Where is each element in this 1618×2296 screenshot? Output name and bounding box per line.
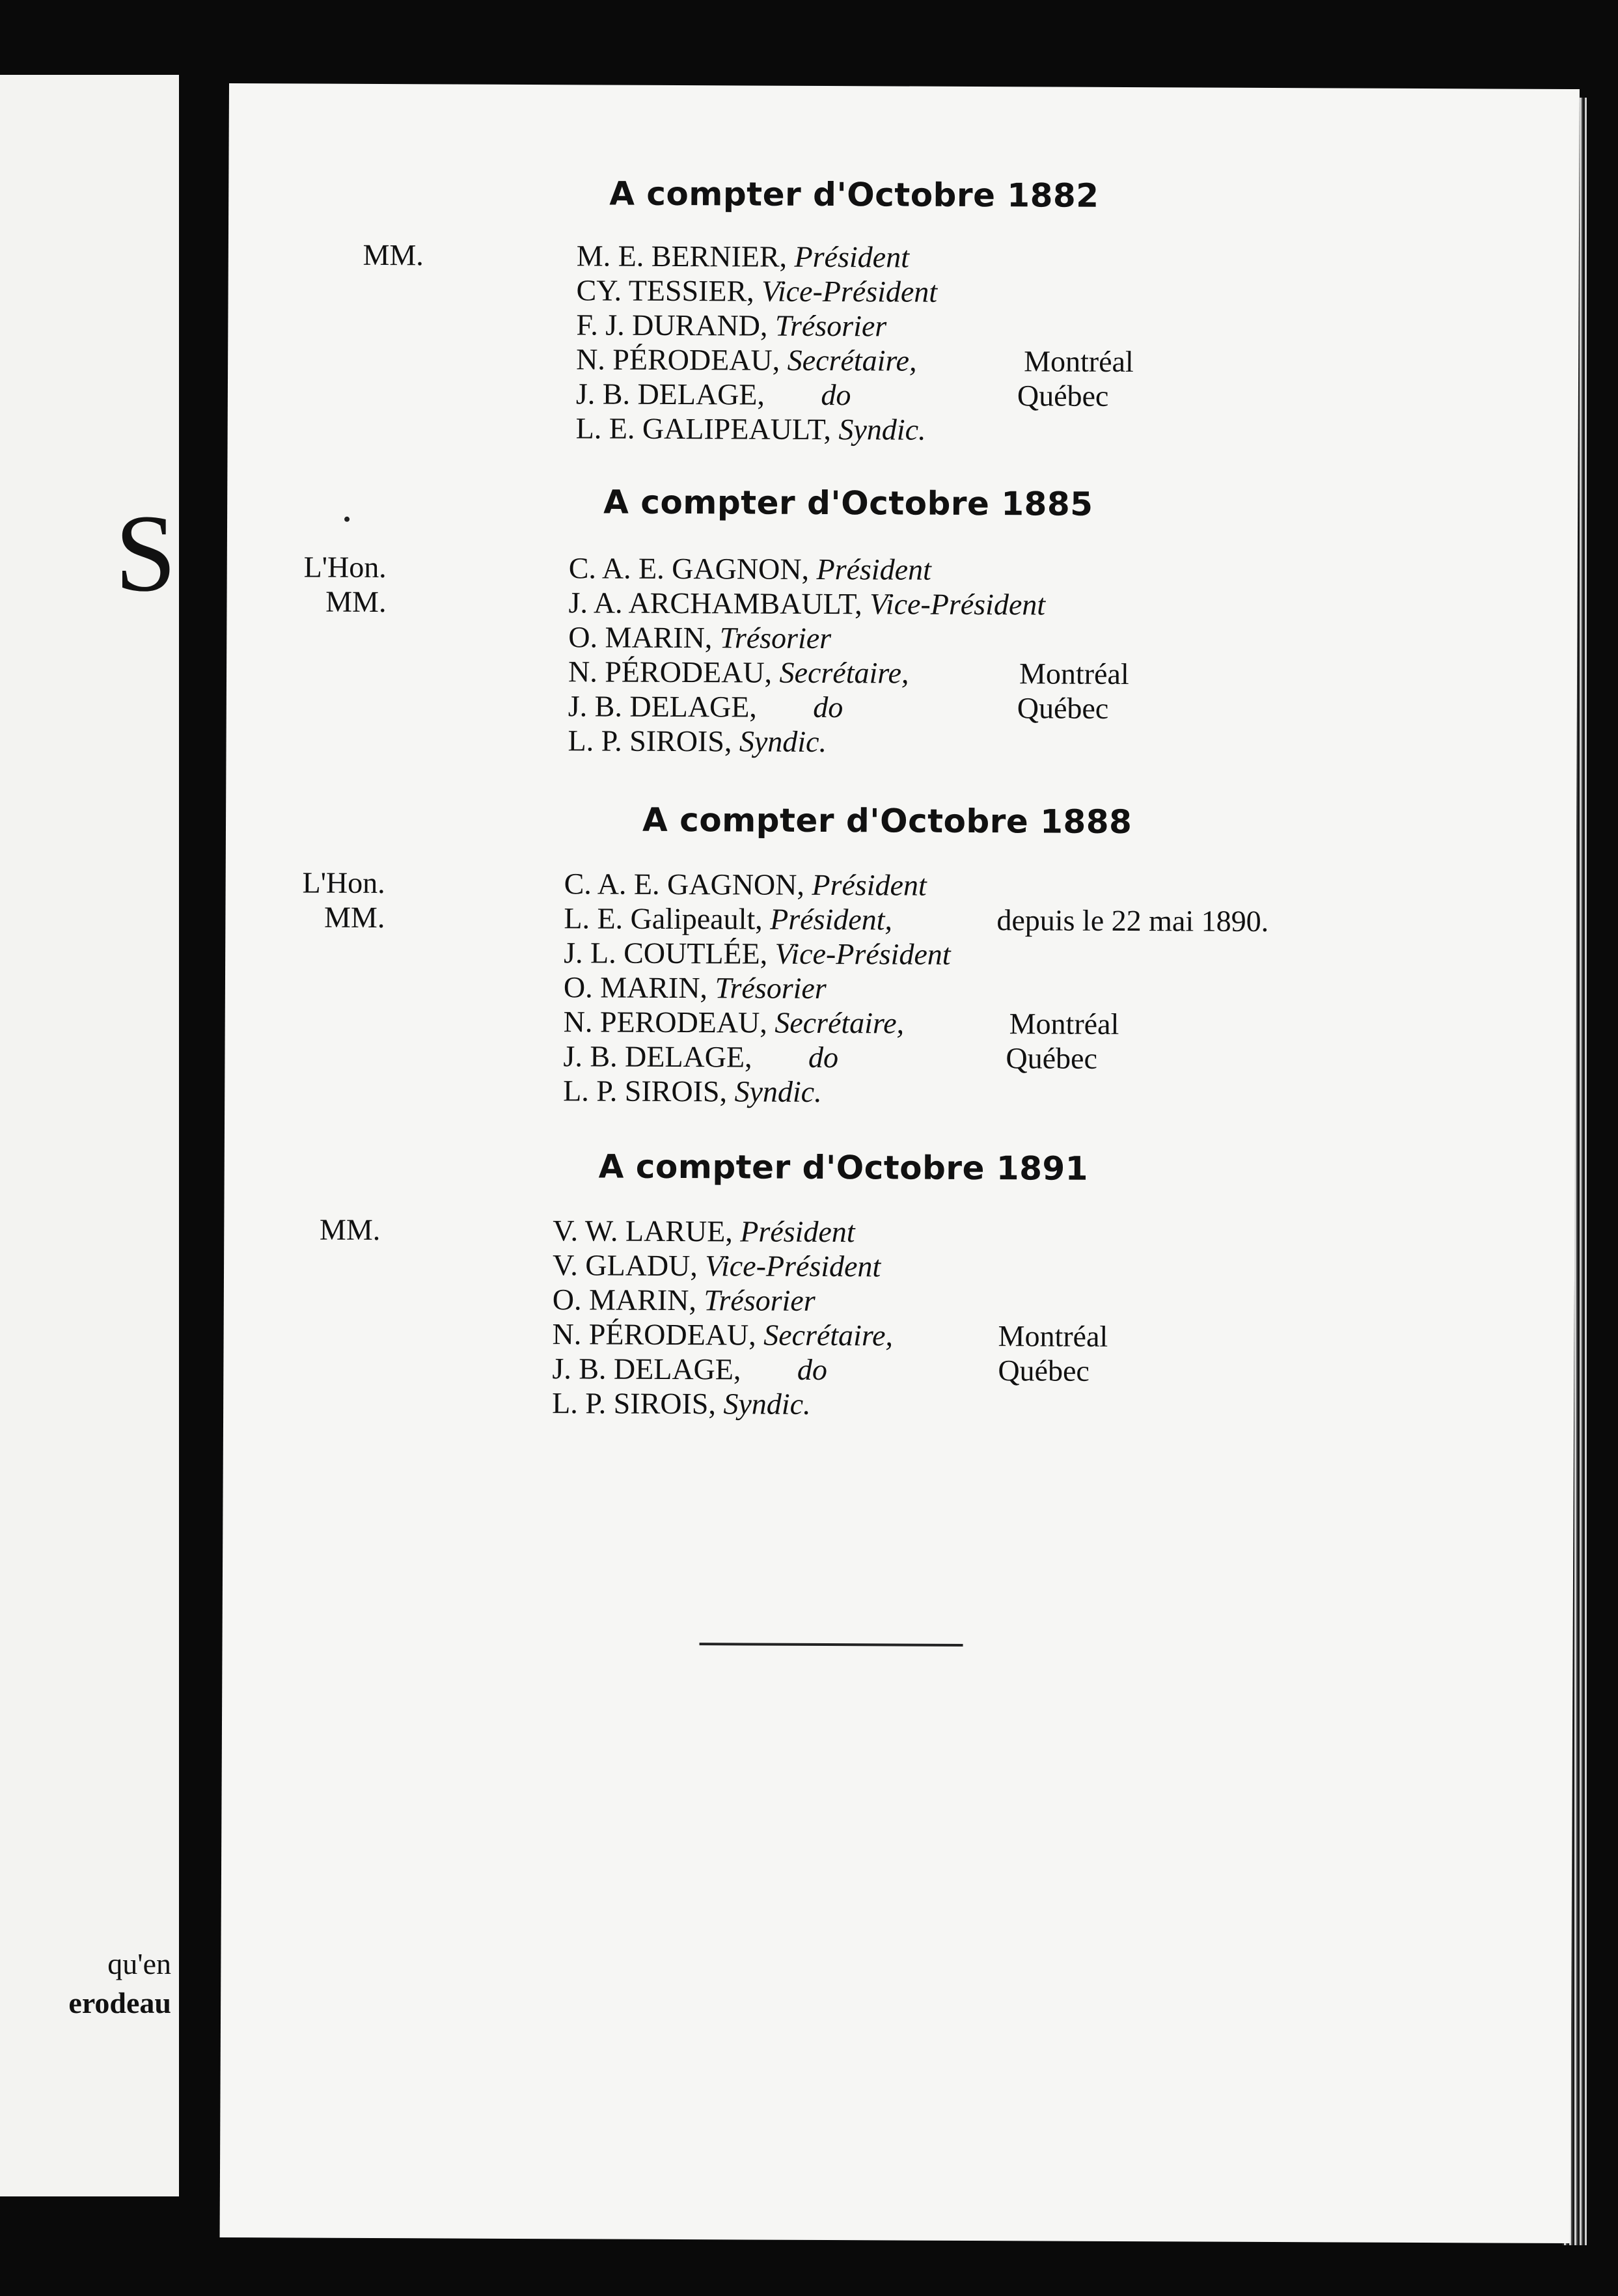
officer-row bbox=[552, 1354, 827, 1385]
officer-name: O. MARIN, bbox=[552, 1283, 697, 1317]
officer-title bbox=[287, 274, 424, 275]
officer-row bbox=[577, 241, 909, 272]
officer-name: V. GLADU, bbox=[552, 1248, 698, 1283]
officer-row bbox=[569, 553, 931, 584]
officer-title bbox=[249, 724, 386, 725]
officer-row bbox=[552, 1388, 811, 1419]
officer-role: Président bbox=[812, 868, 927, 902]
officer-place: Montréal bbox=[998, 1319, 1108, 1353]
section-heading: A compter d'Octobre 1882 bbox=[609, 174, 1099, 215]
officer-place: Québec bbox=[1006, 1041, 1098, 1075]
section-heading: A compter d'Octobre 1885 bbox=[603, 483, 1093, 523]
officer-row bbox=[553, 1216, 855, 1247]
officer-name: L. E. GALIPEAULT, bbox=[575, 411, 832, 446]
officer-name: L. P. SIROIS, bbox=[563, 1074, 728, 1108]
officer-title: MM. bbox=[325, 584, 387, 619]
officer-title: MM. bbox=[363, 238, 424, 272]
officer-role: Président bbox=[740, 1214, 855, 1249]
officer-name: J. B. DELAGE, bbox=[552, 1352, 741, 1386]
section-divider-rule bbox=[700, 1643, 963, 1647]
ink-speck bbox=[344, 517, 350, 522]
officer-role: Vice-Président bbox=[775, 936, 951, 971]
page bbox=[220, 83, 1580, 2243]
officer-row bbox=[563, 1041, 838, 1073]
officer-title bbox=[286, 412, 423, 413]
officer-name: L. P. SIROIS, bbox=[568, 724, 732, 758]
officer-name: N. PÉRODEAU, bbox=[568, 655, 773, 689]
officer-name: C. A. E. GAGNON, bbox=[564, 867, 805, 901]
officer-role: do bbox=[808, 1040, 839, 1074]
officer-row bbox=[568, 657, 909, 688]
officer-row bbox=[553, 1285, 816, 1316]
officer-row bbox=[577, 275, 938, 307]
officer-name: C. A. E. GAGNON, bbox=[568, 551, 810, 586]
officer-name: V. W. LARUE, bbox=[553, 1214, 733, 1248]
officer-place: Québec bbox=[1017, 379, 1109, 413]
officer-name: CY. TESSIER, bbox=[576, 273, 754, 308]
officer-row bbox=[553, 1319, 894, 1350]
officer-name: L. E. Galipeault, bbox=[564, 901, 763, 936]
officer-role: Président, bbox=[770, 902, 893, 936]
officer-row bbox=[568, 691, 843, 722]
officer-name: J. B. DELAGE, bbox=[563, 1039, 752, 1074]
left-page-line-1: qu'en bbox=[107, 1947, 171, 1980]
officer-name: N. PERODEAU, bbox=[563, 1005, 767, 1039]
officer-title bbox=[286, 377, 423, 378]
officer-title bbox=[249, 655, 386, 656]
officer-name: J. B. DELAGE, bbox=[568, 689, 757, 724]
officer-row bbox=[564, 869, 927, 900]
officer-row bbox=[576, 310, 886, 341]
officer-name: L. P. SIROIS, bbox=[552, 1386, 717, 1421]
officer-row bbox=[564, 972, 827, 1004]
officer-role: Trésorier bbox=[775, 308, 887, 343]
officer-title bbox=[247, 1074, 384, 1075]
officer-name: F. J. DURAND, bbox=[576, 308, 768, 342]
officer-title bbox=[286, 343, 423, 344]
officer-place: depuis le 22 mai 1890. bbox=[996, 903, 1269, 938]
officer-place: Montréal bbox=[1009, 1007, 1119, 1041]
officer-row bbox=[564, 938, 951, 970]
officer-role: Président bbox=[816, 552, 931, 586]
officer-title bbox=[243, 1352, 379, 1353]
officer-place: Québec bbox=[1017, 691, 1109, 725]
officer-name: J. L. COUTLÉE, bbox=[564, 936, 768, 970]
officer-row bbox=[576, 413, 926, 444]
officer-role: Président bbox=[794, 239, 910, 274]
officer-row bbox=[576, 344, 917, 376]
officer-title: L'Hon. bbox=[302, 866, 385, 900]
officer-name: N. PÉRODEAU, bbox=[552, 1317, 756, 1352]
officer-role: Vice-Président bbox=[870, 587, 1046, 622]
officer-title bbox=[248, 971, 385, 972]
officer-name: O. MARIN, bbox=[568, 620, 713, 655]
officer-row bbox=[553, 1250, 881, 1281]
left-page-letter: S bbox=[115, 492, 176, 614]
officer-title bbox=[248, 1005, 385, 1006]
officer-role: Syndic. bbox=[838, 413, 926, 446]
officer-role: Trésorier bbox=[715, 971, 827, 1005]
officer-role: do bbox=[813, 690, 843, 724]
officer-row bbox=[568, 622, 831, 653]
left-page-fragment bbox=[0, 75, 179, 2196]
officer-title: L'Hon. bbox=[303, 550, 387, 584]
officer-row bbox=[576, 379, 851, 410]
left-page-line-2: erodeau bbox=[68, 1986, 171, 2019]
officer-row bbox=[564, 903, 892, 935]
officer-title bbox=[249, 621, 386, 622]
officer-name: J. B. DELAGE, bbox=[575, 377, 765, 411]
officer-row bbox=[568, 726, 827, 757]
officer-role: Trésorier bbox=[704, 1283, 816, 1317]
officer-title bbox=[243, 1249, 380, 1250]
officer-role: Vice-Président bbox=[761, 274, 938, 308]
officer-role: Trésorier bbox=[719, 621, 832, 655]
officer-name: M. E. BERNIER, bbox=[576, 239, 788, 273]
officer-role: do bbox=[797, 1352, 828, 1387]
officer-role: Secrétaire, bbox=[775, 1005, 905, 1040]
officer-row bbox=[568, 588, 1045, 620]
officer-role: Syndic. bbox=[739, 724, 827, 759]
officer-title bbox=[243, 1283, 380, 1284]
officer-role: Syndic. bbox=[734, 1074, 822, 1108]
officer-place: Montréal bbox=[1019, 657, 1129, 691]
officer-place: Montréal bbox=[1024, 344, 1134, 379]
officer-title bbox=[248, 1040, 385, 1041]
officer-title bbox=[286, 308, 423, 309]
officer-role: Vice-Président bbox=[705, 1249, 881, 1283]
officer-name: O. MARIN, bbox=[563, 970, 708, 1005]
officer-role: Secrétaire, bbox=[763, 1318, 894, 1352]
officer-name: N. PÉRODEAU, bbox=[576, 342, 780, 377]
officer-role: do bbox=[821, 377, 851, 412]
officer-title: MM. bbox=[319, 1212, 381, 1247]
officer-title: MM. bbox=[323, 900, 385, 935]
section-heading: A compter d'Octobre 1891 bbox=[598, 1147, 1089, 1188]
officer-role: Secrétaire, bbox=[787, 343, 917, 377]
officer-row bbox=[564, 1007, 905, 1038]
officer-place: Québec bbox=[998, 1354, 1090, 1387]
section-heading: A compter d'Octobre 1888 bbox=[642, 800, 1132, 841]
officer-lists bbox=[229, 83, 1580, 1421]
officer-row bbox=[563, 1076, 822, 1107]
officer-name: J. A. ARCHAMBAULT, bbox=[568, 586, 862, 621]
officer-role: Syndic. bbox=[723, 1387, 811, 1421]
officer-title bbox=[243, 1318, 380, 1319]
officer-role: Secrétaire, bbox=[779, 655, 909, 690]
officer-title bbox=[248, 936, 385, 937]
